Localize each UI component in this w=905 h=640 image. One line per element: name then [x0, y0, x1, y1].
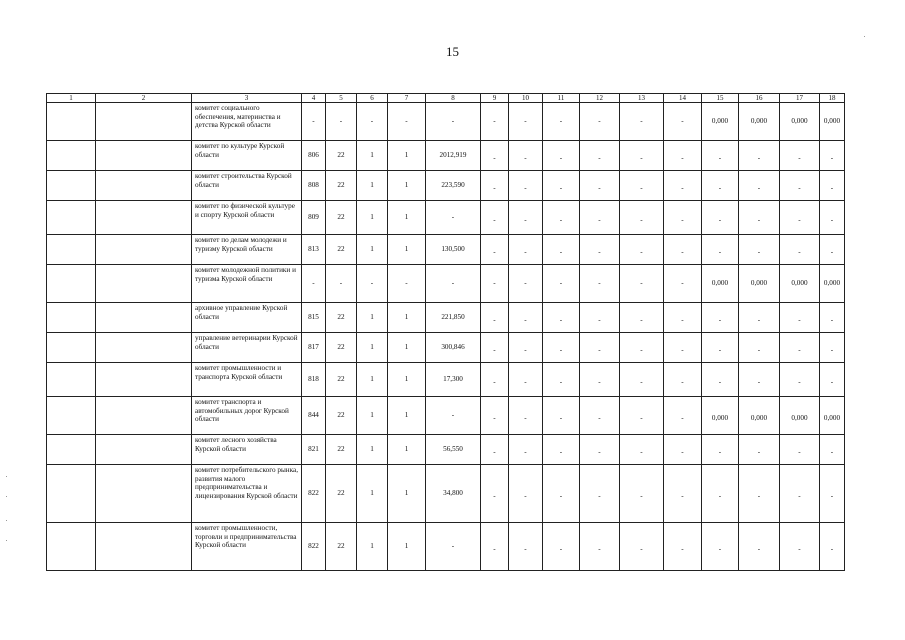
- data-cell: 22: [326, 171, 357, 201]
- data-cell: -: [702, 465, 739, 523]
- data-cell: -: [543, 523, 580, 571]
- data-cell: 56,550: [426, 435, 481, 465]
- data-cell: -: [664, 465, 702, 523]
- data-cell: -: [664, 201, 702, 235]
- data-cell: 1: [388, 333, 426, 363]
- cell-col1: [47, 363, 96, 397]
- data-cell: 813: [302, 235, 326, 265]
- data-cell: 17,300: [426, 363, 481, 397]
- data-cell: 1: [388, 303, 426, 333]
- data-cell: 0,000: [780, 397, 820, 435]
- data-cell: -: [702, 235, 739, 265]
- data-cell: 22: [326, 303, 357, 333]
- column-header: 11: [543, 94, 580, 103]
- data-cell: 34,800: [426, 465, 481, 523]
- column-header: 14: [664, 94, 702, 103]
- data-cell: -: [543, 303, 580, 333]
- data-cell: -: [620, 465, 664, 523]
- data-cell: 0,000: [702, 265, 739, 303]
- data-cell: -: [702, 363, 739, 397]
- data-cell: -: [739, 435, 780, 465]
- data-cell: 22: [326, 201, 357, 235]
- data-cell: -: [702, 435, 739, 465]
- data-cell: -: [509, 435, 543, 465]
- cell-col1: [47, 171, 96, 201]
- data-cell: -: [426, 201, 481, 235]
- data-cell: -: [481, 235, 509, 265]
- organization-name: комитет промышленности, торговли и предпринимательства Курской области: [192, 523, 302, 571]
- cell-col1: [47, 397, 96, 435]
- data-cell: -: [388, 265, 426, 303]
- data-cell: -: [580, 303, 620, 333]
- cell-col2: [96, 303, 192, 333]
- data-cell: -: [426, 103, 481, 141]
- cell-col2: [96, 201, 192, 235]
- data-cell: -: [739, 303, 780, 333]
- cell-col2: [96, 103, 192, 141]
- data-cell: -: [481, 465, 509, 523]
- data-cell: -: [620, 235, 664, 265]
- data-cell: -: [543, 201, 580, 235]
- column-header: 8: [426, 94, 481, 103]
- data-cell: -: [580, 201, 620, 235]
- column-header: 5: [326, 94, 357, 103]
- data-cell: -: [780, 363, 820, 397]
- table-row: [47, 523, 845, 571]
- data-cell: -: [664, 103, 702, 141]
- cell-col2: [96, 265, 192, 303]
- data-cell: 0,000: [702, 103, 739, 141]
- data-cell: -: [820, 523, 845, 571]
- data-cell: 2012,919: [426, 141, 481, 171]
- data-cell: 815: [302, 303, 326, 333]
- cell-col1: [47, 303, 96, 333]
- data-cell: -: [580, 333, 620, 363]
- data-cell: -: [481, 397, 509, 435]
- data-cell: -: [739, 235, 780, 265]
- data-cell: -: [702, 523, 739, 571]
- data-cell: 1: [357, 435, 388, 465]
- data-cell: 22: [326, 235, 357, 265]
- organization-name: комитет по культуре Курской области: [192, 141, 302, 171]
- data-cell: -: [580, 435, 620, 465]
- table-row: [47, 363, 845, 397]
- data-cell: -: [820, 363, 845, 397]
- data-cell: -: [580, 103, 620, 141]
- data-cell: -: [543, 363, 580, 397]
- data-cell: -: [302, 265, 326, 303]
- column-header: 18: [820, 94, 845, 103]
- data-cell: 822: [302, 465, 326, 523]
- data-cell: -: [664, 523, 702, 571]
- organization-name: архивное управление Курской области: [192, 303, 302, 333]
- data-cell: 1: [357, 465, 388, 523]
- data-cell: -: [543, 435, 580, 465]
- data-cell: -: [620, 265, 664, 303]
- data-cell: -: [509, 171, 543, 201]
- data-cell: 22: [326, 397, 357, 435]
- data-cell: -: [543, 103, 580, 141]
- data-cell: -: [509, 303, 543, 333]
- data-cell: -: [620, 141, 664, 171]
- data-cell: 0,000: [780, 265, 820, 303]
- organization-name: комитет социального обеспечения, материнства и детства Курской области: [192, 103, 302, 141]
- data-cell: -: [302, 103, 326, 141]
- cell-col2: [96, 397, 192, 435]
- data-cell: 0,000: [739, 265, 780, 303]
- data-cell: -: [780, 333, 820, 363]
- data-cell: -: [426, 397, 481, 435]
- data-cell: -: [620, 363, 664, 397]
- data-cell: -: [509, 523, 543, 571]
- data-cell: -: [326, 103, 357, 141]
- scan-speck: [6, 496, 7, 497]
- data-cell: 22: [326, 333, 357, 363]
- data-cell: -: [820, 141, 845, 171]
- cell-col1: [47, 201, 96, 235]
- data-cell: -: [620, 333, 664, 363]
- data-cell: -: [357, 265, 388, 303]
- table-row: [47, 201, 845, 235]
- data-cell: -: [664, 171, 702, 201]
- data-cell: -: [780, 465, 820, 523]
- data-cell: -: [820, 171, 845, 201]
- cell-col2: [96, 235, 192, 265]
- data-cell: 300,846: [426, 333, 481, 363]
- data-cell: 822: [302, 523, 326, 571]
- data-cell: 0,000: [820, 265, 845, 303]
- cell-col1: [47, 435, 96, 465]
- data-cell: 22: [326, 465, 357, 523]
- data-cell: 1: [388, 235, 426, 265]
- data-cell: -: [620, 103, 664, 141]
- data-cell: 22: [326, 141, 357, 171]
- data-cell: 221,850: [426, 303, 481, 333]
- data-cell: -: [481, 435, 509, 465]
- table-row: [47, 465, 845, 523]
- data-cell: -: [620, 303, 664, 333]
- column-header: 13: [620, 94, 664, 103]
- data-cell: 818: [302, 363, 326, 397]
- data-cell: -: [780, 435, 820, 465]
- organization-name: комитет строительства Курской области: [192, 171, 302, 201]
- data-cell: -: [481, 333, 509, 363]
- data-cell: -: [664, 333, 702, 363]
- cell-col2: [96, 333, 192, 363]
- data-cell: -: [820, 435, 845, 465]
- data-cell: 1: [357, 141, 388, 171]
- data-cell: -: [509, 397, 543, 435]
- data-cell: 1: [388, 397, 426, 435]
- data-cell: -: [426, 265, 481, 303]
- data-cell: 1: [357, 397, 388, 435]
- data-cell: 0,000: [739, 397, 780, 435]
- column-header: 1: [47, 94, 96, 103]
- column-header: 10: [509, 94, 543, 103]
- organization-name: управление ветеринарии Курской области: [192, 333, 302, 363]
- data-cell: -: [820, 333, 845, 363]
- data-cell: -: [620, 523, 664, 571]
- data-cell: 1: [388, 363, 426, 397]
- data-cell: 0,000: [739, 103, 780, 141]
- scan-speck: [6, 520, 7, 521]
- data-cell: -: [820, 201, 845, 235]
- cell-col2: [96, 435, 192, 465]
- data-cell: -: [481, 303, 509, 333]
- data-cell: -: [580, 235, 620, 265]
- data-cell: -: [664, 141, 702, 171]
- data-cell: -: [780, 523, 820, 571]
- data-cell: 1: [357, 201, 388, 235]
- scan-speck: [864, 36, 865, 37]
- data-cell: -: [664, 265, 702, 303]
- data-cell: -: [780, 171, 820, 201]
- data-cell: -: [702, 201, 739, 235]
- data-cell: -: [481, 523, 509, 571]
- cell-col1: [47, 103, 96, 141]
- data-cell: 0,000: [702, 397, 739, 435]
- data-cell: 1: [388, 141, 426, 171]
- data-cell: -: [620, 435, 664, 465]
- data-cell: 809: [302, 201, 326, 235]
- data-cell: 22: [326, 523, 357, 571]
- data-cell: -: [326, 265, 357, 303]
- data-cell: -: [509, 141, 543, 171]
- data-cell: -: [702, 141, 739, 171]
- column-header: 9: [481, 94, 509, 103]
- data-cell: -: [509, 265, 543, 303]
- data-cell: 130,500: [426, 235, 481, 265]
- data-cell: 1: [388, 201, 426, 235]
- organization-name: комитет по физической культуре и спорту Курской области: [192, 201, 302, 235]
- data-cell: -: [509, 465, 543, 523]
- budget-table: [46, 93, 845, 571]
- data-cell: -: [509, 235, 543, 265]
- data-cell: 1: [388, 435, 426, 465]
- data-cell: -: [509, 333, 543, 363]
- table-row: [47, 435, 845, 465]
- cell-col1: [47, 141, 96, 171]
- data-cell: -: [481, 103, 509, 141]
- data-cell: -: [739, 465, 780, 523]
- data-cell: -: [543, 397, 580, 435]
- data-cell: 817: [302, 333, 326, 363]
- data-cell: 0,000: [820, 397, 845, 435]
- data-cell: 1: [357, 523, 388, 571]
- data-cell: -: [780, 303, 820, 333]
- cell-col1: [47, 333, 96, 363]
- data-cell: 1: [388, 465, 426, 523]
- scan-speck: [6, 540, 7, 541]
- data-cell: -: [481, 363, 509, 397]
- data-cell: -: [702, 303, 739, 333]
- data-cell: 1: [388, 523, 426, 571]
- table-row: [47, 397, 845, 435]
- data-cell: 0,000: [780, 103, 820, 141]
- column-header: 17: [780, 94, 820, 103]
- column-header: 7: [388, 94, 426, 103]
- column-header: 15: [702, 94, 739, 103]
- data-cell: 22: [326, 363, 357, 397]
- data-cell: -: [481, 265, 509, 303]
- organization-name: комитет потребительского рынка, развития малого предпринимательства и лицензирования Курской области: [192, 465, 302, 523]
- data-cell: -: [739, 171, 780, 201]
- table-row: [47, 303, 845, 333]
- data-cell: -: [580, 465, 620, 523]
- data-cell: -: [664, 435, 702, 465]
- data-cell: 1: [357, 333, 388, 363]
- data-cell: 1: [357, 171, 388, 201]
- data-cell: -: [543, 333, 580, 363]
- data-cell: -: [481, 171, 509, 201]
- data-cell: -: [509, 363, 543, 397]
- data-cell: -: [664, 397, 702, 435]
- data-cell: 1: [388, 171, 426, 201]
- organization-name: комитет молодежной политики и туризма Курской области: [192, 265, 302, 303]
- data-cell: 844: [302, 397, 326, 435]
- cell-col2: [96, 141, 192, 171]
- data-cell: -: [820, 235, 845, 265]
- table-row: [47, 141, 845, 171]
- data-cell: -: [580, 397, 620, 435]
- data-cell: 1: [357, 235, 388, 265]
- data-cell: -: [820, 303, 845, 333]
- data-cell: -: [664, 303, 702, 333]
- data-cell: -: [580, 523, 620, 571]
- organization-name: комитет по делам молодежи и туризму Курской области: [192, 235, 302, 265]
- data-cell: -: [543, 265, 580, 303]
- data-cell: -: [580, 363, 620, 397]
- data-cell: -: [357, 103, 388, 141]
- data-cell: 808: [302, 171, 326, 201]
- header-row: [47, 94, 845, 103]
- organization-name: комитет транспорта и автомобильных дорог Курской области: [192, 397, 302, 435]
- data-cell: -: [739, 363, 780, 397]
- data-cell: 1: [357, 303, 388, 333]
- column-header: 2: [96, 94, 192, 103]
- data-cell: -: [664, 235, 702, 265]
- data-cell: -: [580, 141, 620, 171]
- data-cell: -: [780, 141, 820, 171]
- column-header: 16: [739, 94, 780, 103]
- data-cell: -: [702, 171, 739, 201]
- table-row: [47, 235, 845, 265]
- data-cell: 223,590: [426, 171, 481, 201]
- cell-col2: [96, 465, 192, 523]
- data-cell: -: [543, 465, 580, 523]
- data-cell: -: [580, 171, 620, 201]
- cell-col2: [96, 363, 192, 397]
- scan-speck: [6, 476, 7, 477]
- data-cell: -: [481, 201, 509, 235]
- cell-col1: [47, 235, 96, 265]
- organization-name: комитет лесного хозяйства Курской области: [192, 435, 302, 465]
- cell-col2: [96, 171, 192, 201]
- cell-col1: [47, 265, 96, 303]
- organization-name: комитет промышленности и транспорта Курской области: [192, 363, 302, 397]
- data-cell: -: [739, 523, 780, 571]
- data-cell: -: [481, 141, 509, 171]
- cell-col1: [47, 523, 96, 571]
- table-row: [47, 103, 845, 141]
- data-cell: -: [426, 523, 481, 571]
- data-cell: -: [580, 265, 620, 303]
- data-cell: -: [543, 235, 580, 265]
- data-cell: -: [739, 141, 780, 171]
- cell-col2: [96, 523, 192, 571]
- data-cell: -: [543, 141, 580, 171]
- page-number: 15: [446, 44, 459, 59]
- data-cell: -: [664, 363, 702, 397]
- data-cell: -: [620, 171, 664, 201]
- data-cell: -: [739, 201, 780, 235]
- data-cell: 1: [357, 363, 388, 397]
- table-row: [47, 265, 845, 303]
- table-row: [47, 171, 845, 201]
- data-cell: -: [543, 171, 580, 201]
- column-header: 6: [357, 94, 388, 103]
- data-cell: -: [620, 397, 664, 435]
- column-header: 12: [580, 94, 620, 103]
- column-header: 3: [192, 94, 302, 103]
- data-cell: -: [820, 465, 845, 523]
- data-cell: -: [509, 103, 543, 141]
- data-cell: -: [780, 235, 820, 265]
- data-cell: 806: [302, 141, 326, 171]
- column-header: 4: [302, 94, 326, 103]
- data-cell: -: [509, 201, 543, 235]
- data-cell: -: [620, 201, 664, 235]
- cell-col1: [47, 465, 96, 523]
- data-cell: 0,000: [820, 103, 845, 141]
- data-cell: 22: [326, 435, 357, 465]
- data-cell: -: [388, 103, 426, 141]
- data-cell: -: [739, 333, 780, 363]
- table-row: [47, 333, 845, 363]
- data-cell: -: [702, 333, 739, 363]
- data-cell: -: [780, 201, 820, 235]
- data-cell: 821: [302, 435, 326, 465]
